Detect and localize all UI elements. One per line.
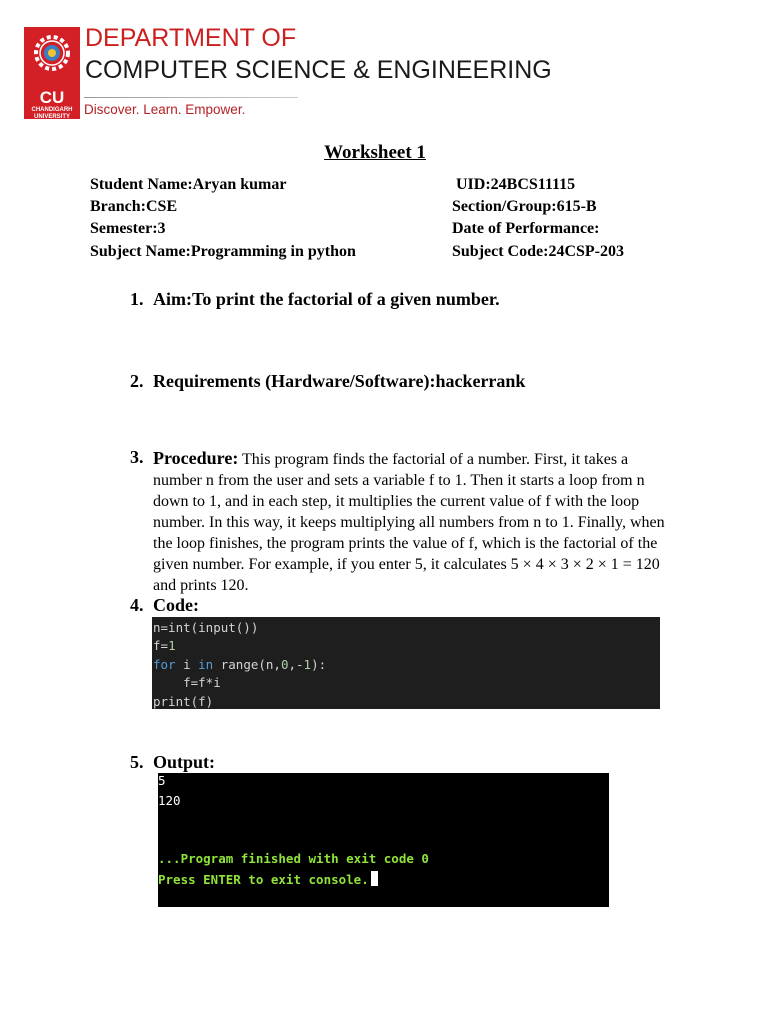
requirements-number: 2. xyxy=(130,371,144,391)
code-number: 4. xyxy=(130,595,144,615)
code-line-3: for i in range(n,0,-1): xyxy=(153,656,327,672)
section-group: Section/Group:615-B xyxy=(452,198,597,215)
code-line-2: f=1 xyxy=(153,638,176,654)
console-press-line: Press ENTER to exit console. xyxy=(158,871,378,887)
logo-cu-text: CU xyxy=(39,88,65,107)
console-finished-line: ...Program finished with exit code 0 xyxy=(158,851,429,866)
university-logo xyxy=(24,27,80,119)
code-block xyxy=(152,617,660,709)
uid: UID:24BCS11115 xyxy=(456,176,576,193)
console-cursor xyxy=(371,871,378,886)
semester: Semester:3 xyxy=(90,220,166,237)
output-console xyxy=(158,773,609,907)
console-input-line: 5 xyxy=(158,773,166,788)
subject-name: Subject Name:Programming in python xyxy=(90,243,356,260)
department-title-line2: COMPUTER SCIENCE & ENGINEERING xyxy=(85,56,552,84)
procedure-number: 3. xyxy=(130,447,144,467)
procedure-paragraph xyxy=(153,448,673,596)
output-heading: Output: xyxy=(153,752,216,772)
requirements-text: Requirements (Hardware/Software):hackerrank xyxy=(153,371,526,391)
student-name: Student Name:Aryan kumar xyxy=(90,176,287,193)
procedure-heading: Procedure: xyxy=(153,448,239,468)
code-line-4: f=f*i xyxy=(153,675,221,691)
aim-text: Aim:To print the factorial of a given number. xyxy=(153,289,500,309)
tagline: Discover. Learn. Empower. xyxy=(84,102,246,117)
date-of-performance: Date of Performance: xyxy=(452,220,600,237)
output-number: 5. xyxy=(130,752,144,772)
header-divider xyxy=(84,97,298,98)
aim-number: 1. xyxy=(130,289,144,309)
gear-emblem-icon xyxy=(24,27,80,89)
console-result-line: 120 xyxy=(158,793,181,808)
code-line-1: n=int(input()) xyxy=(153,620,259,635)
worksheet-title: Worksheet 1 xyxy=(324,142,426,163)
procedure-text: This program finds the factorial of a number. First, it takes a number n from the user and sets a variable f to 1. Then it starts a loop from n down to 1, and in each step, it multiplies the current value of f with the loop number. In this way, it keeps multiplying all numbers from n to 1. Finally, when the loop finishes, the program prints the value of f, which is the factorial of the given number. For example, if you enter 5, it calculates 5 × 4 × 3 × 2 × 1 = 120 and prints 120. xyxy=(153,451,665,594)
subject-code: Subject Code:24CSP-203 xyxy=(452,243,624,260)
department-title-line1: DEPARTMENT OF xyxy=(85,24,297,52)
code-heading: Code: xyxy=(153,595,199,615)
logo-university-text: CHANDIGARH UNIVERSITY xyxy=(31,107,73,120)
branch: Branch:CSE xyxy=(90,198,178,215)
code-line-5: print(f) xyxy=(153,693,214,709)
